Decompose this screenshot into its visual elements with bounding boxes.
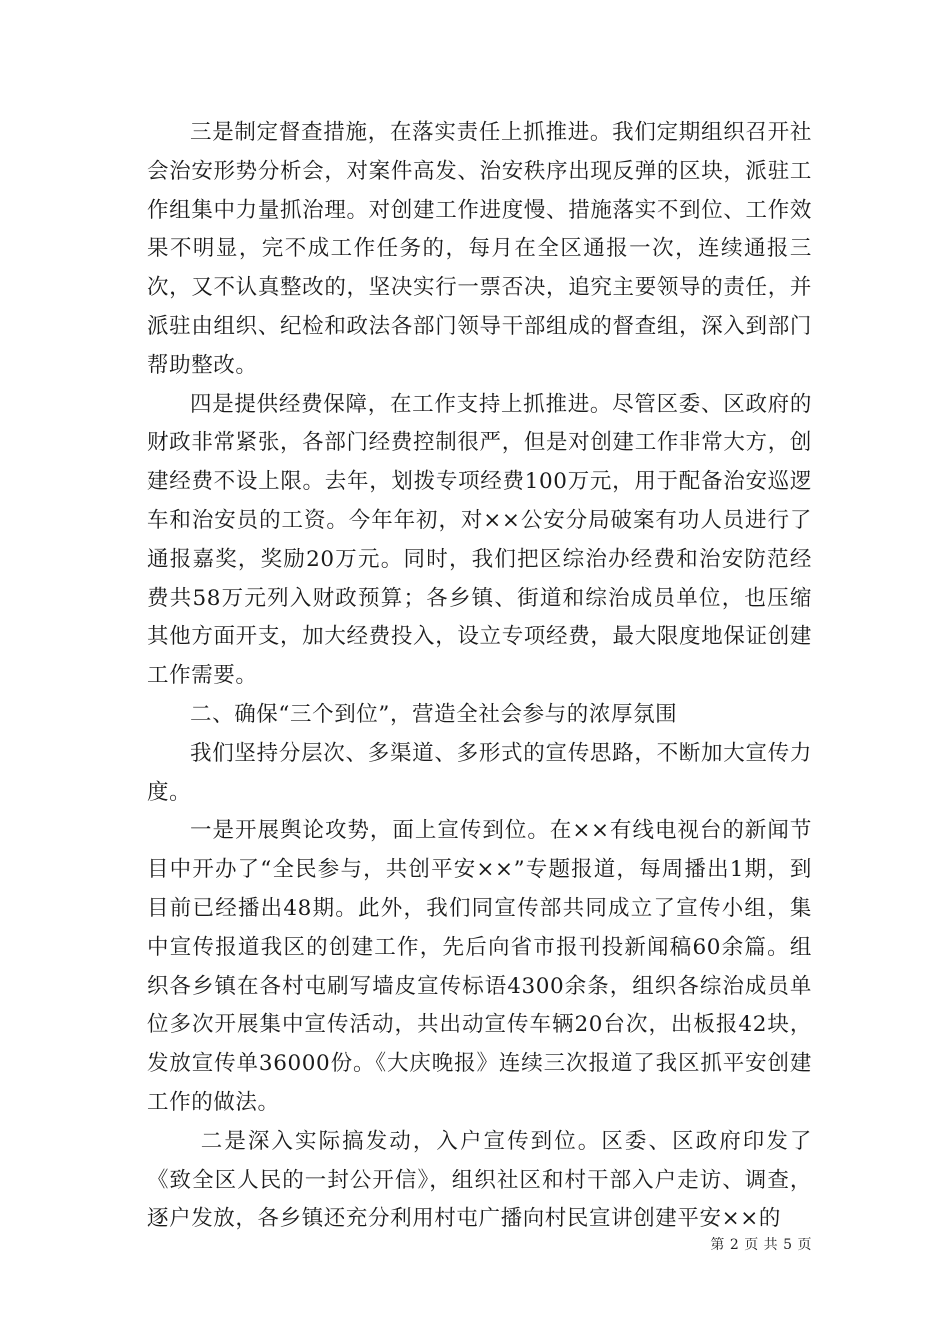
paragraph-household-publicity: 二是深入实际搞发动，入户宣传到位。区委、区政府印发了《致全区人民的一封公开信》，组织社区和村干部入户走访、调查，逐户发放，各乡镇还充分利用村屯广播向村民宣讲创建平安××的: [147, 1128, 812, 1232]
document-body: [147, 114, 812, 1239]
paragraph-publicity-approach: 我们坚持分层次、多渠道、多形式的宣传思路，不断加大宣传力度。: [147, 740, 812, 805]
page-number: 第 2 页 共 5 页: [710, 1237, 812, 1253]
section-heading-three-in-place: 二、确保“三个到位”，营造全社会参与的浓厚氛围: [190, 701, 678, 727]
paragraph-supervision-measures: 三是制定督查措施，在落实责任上抓推进。我们定期组织召开社会治安形势分析会，对案件高发、治安秩序出现反弹的区块，派驻工作组集中力量抓治理。对创建工作进度慢、措施落实不到位、工作效果不明显，完不成工作任务的，每月在全区通报一次，连续通报三次，又不认真整改的，坚决实行一票否决，追究主要领导的责任，并派驻由组织、纪检和政法各部门领导干部组成的督查组，深入到部门帮助整改。: [147, 120, 812, 378]
paragraph-public-opinion: 一是开展舆论攻势，面上宣传到位。在××有线电视台的新闻节目中开办了“全民参与，共创平安××”专题报道，每周播出1期，到目前已经播出48期。此外，我们同宣传部共同成立了宣传小组，集中宣传报道我区的创建工作，先后向省市报刊投新闻稿60余篇。组织各乡镇在各村屯刷写墙皮宣传标语4300余条，组织各综治成员单位多次开展集中宣传活动，共出动宣传车辆20台次，出板报42块，发放宣传单36000份。《大庆晚报》连续三次报道了我区抓平安创建工作的做法。: [147, 818, 812, 1115]
paragraph-funding-guarantee: 四是提供经费保障，在工作支持上抓推进。尽管区委、区政府的财政非常紧张，各部门经费控制很严，但是对创建工作非常大方，创建经费不设上限。去年，划拨专项经费100万元，用于配备治安巡逻车和治安员的工资。今年年初，对××公安分局破案有功人员进行了通报嘉奖，奖励20万元。同时，我们把区综治办经费和治安防范经费共58万元列入财政预算；各乡镇、街道和综治成员单位，也压缩其他方面开支，加大经费投入，设立专项经费，最大限度地保证创建工作需要。: [147, 391, 812, 689]
